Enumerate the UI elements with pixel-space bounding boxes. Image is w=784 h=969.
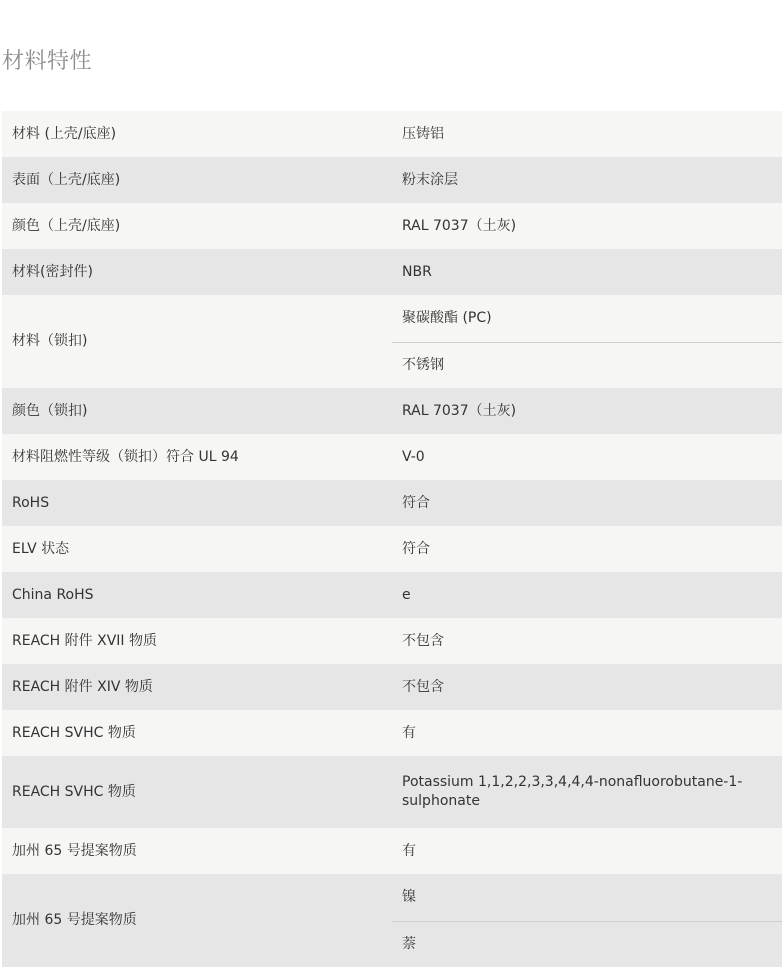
property-label: 加州 65 号提案物质 <box>12 912 137 928</box>
table-row <box>2 111 782 157</box>
property-label: RoHS <box>12 494 50 511</box>
table-row <box>2 756 782 828</box>
table-row <box>2 249 782 295</box>
property-label: China RoHS <box>12 586 94 603</box>
table-row <box>2 203 782 249</box>
table-row <box>2 295 782 388</box>
table-row <box>2 618 782 664</box>
table-row <box>2 572 782 618</box>
table-row <box>2 874 782 967</box>
table-row <box>2 434 782 480</box>
property-value: 有 <box>402 842 416 859</box>
property-value: NBR <box>402 263 432 280</box>
property-value: 萘 <box>392 921 782 967</box>
property-value: Potassium 1,1,2,2,3,3,4,4,4-nonafluorobutane-1-sulphonate <box>402 774 743 809</box>
table-row <box>2 480 782 526</box>
property-label: 材料 (上壳/底座) <box>12 125 117 142</box>
property-value: 有 <box>402 724 416 741</box>
property-value: 符合 <box>402 494 430 511</box>
property-value: 不锈钢 <box>392 342 782 388</box>
property-value: 聚碳酸酯 (PC) <box>402 310 492 326</box>
property-value: 不包含 <box>402 632 444 649</box>
property-label: REACH 附件 XVII 物质 <box>12 632 157 649</box>
table-row <box>2 388 782 434</box>
property-label: REACH 附件 XIV 物质 <box>12 678 153 695</box>
table-row <box>2 526 782 572</box>
table-row <box>2 828 782 874</box>
property-value: 粉末涂层 <box>402 171 458 188</box>
property-value-group <box>392 874 782 967</box>
property-label: 材料（锁扣) <box>12 333 88 349</box>
table-row <box>2 710 782 756</box>
material-properties-table <box>2 111 782 967</box>
table-row <box>2 157 782 203</box>
property-value: RAL 7037（土灰) <box>402 217 517 234</box>
property-value: 镍 <box>402 889 416 905</box>
property-label: 材料(密封件) <box>12 263 93 280</box>
property-label: REACH SVHC 物质 <box>12 724 136 741</box>
property-value: 符合 <box>402 540 430 557</box>
property-label: ELV 状态 <box>12 540 70 557</box>
property-label: 加州 65 号提案物质 <box>12 842 137 859</box>
property-label: 颜色（上壳/底座) <box>12 217 121 234</box>
property-value: V-0 <box>402 448 425 465</box>
property-value: 不包含 <box>402 678 444 695</box>
property-value: e <box>402 586 411 603</box>
property-label: REACH SVHC 物质 <box>12 783 136 800</box>
property-label: 颜色（锁扣) <box>12 402 88 419</box>
property-label: 材料阻燃性等级（锁扣）符合 UL 94 <box>12 448 239 465</box>
property-value-group <box>392 295 782 388</box>
property-value: 压铸铝 <box>402 125 444 142</box>
section-title: 材料特性 <box>2 49 93 74</box>
table-row <box>2 664 782 710</box>
property-label: 表面（上壳/底座) <box>12 171 121 188</box>
property-value: RAL 7037（土灰) <box>402 402 517 419</box>
